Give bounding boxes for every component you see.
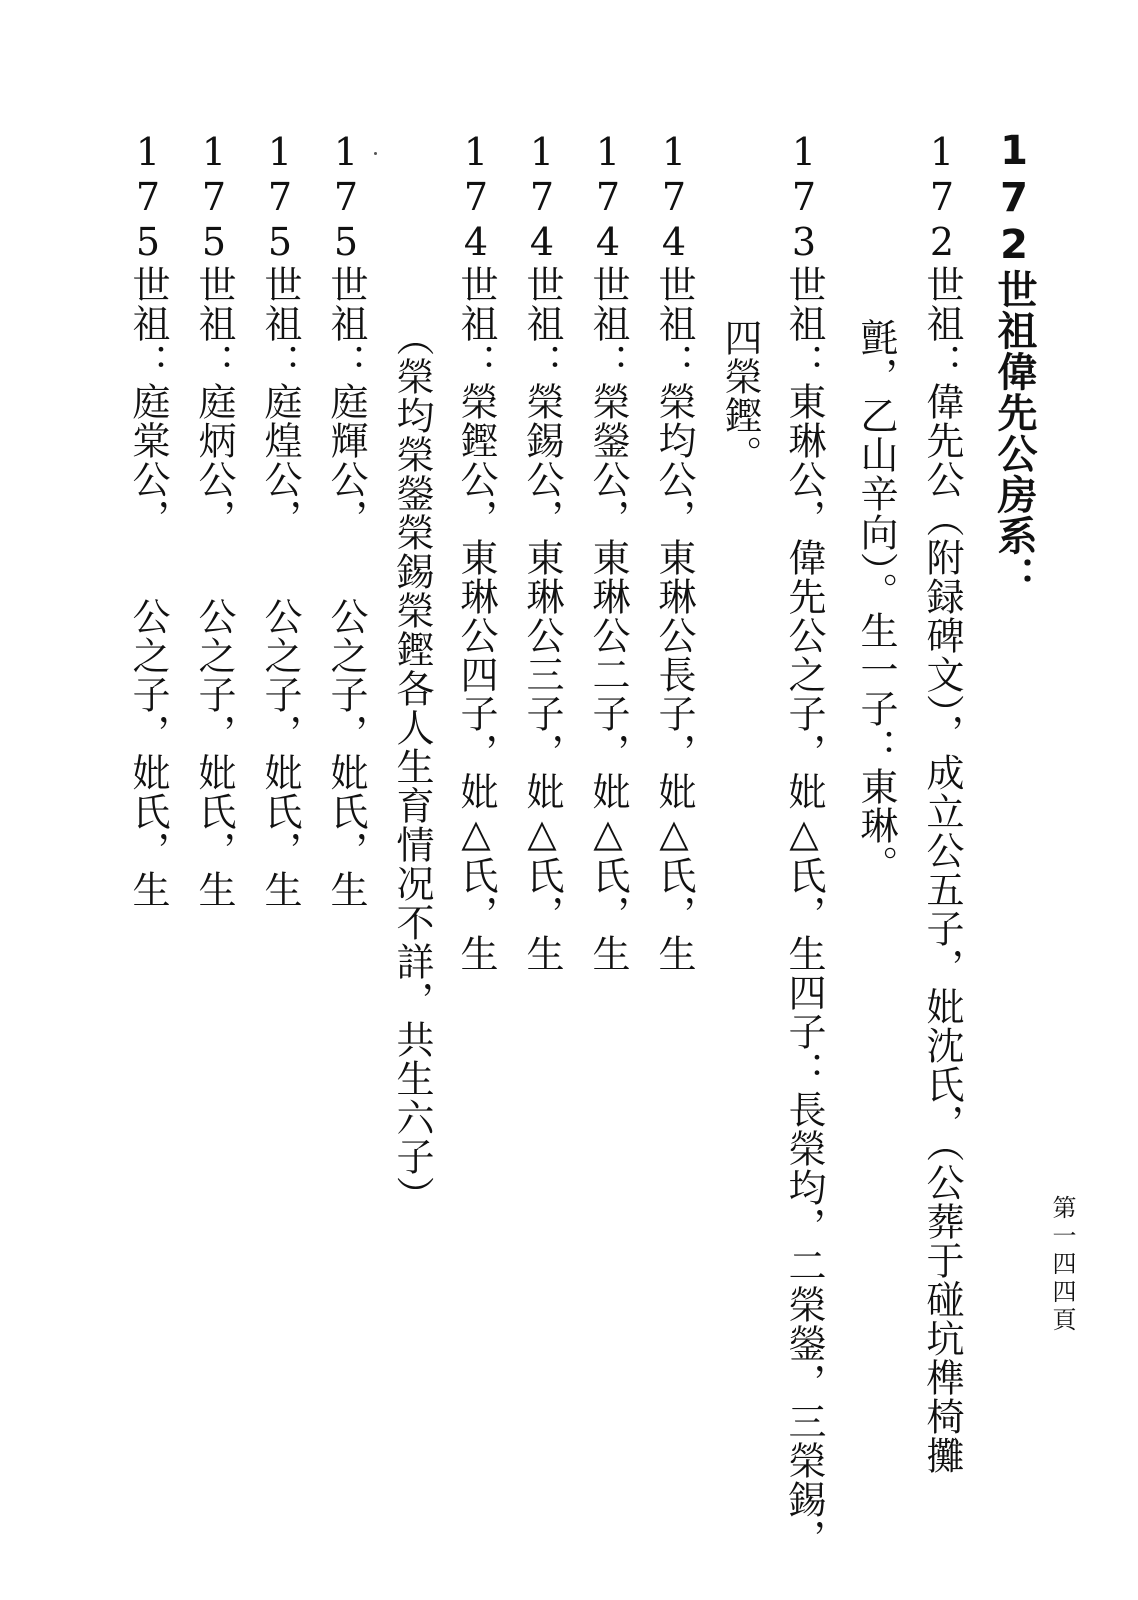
scan-speck <box>374 152 377 155</box>
page-number: 第一四四頁 <box>1048 1195 1076 1335</box>
note-six-sons: （榮均榮鎣榮錫榮鏗各人生育情况不詳，共生六子） <box>390 318 434 1215</box>
entry-172-continuation: 氈，乙山辛向）。生一子：東琳。 <box>854 318 898 884</box>
entry-173: 173世祖：東琳公，偉先公之子，妣△氏，生四子：長榮均，二榮鎣，三榮錫， <box>782 130 826 1558</box>
entry-172: 172世祖：偉先公（附録碑文），成立公五子，妣沈氏，（公葬于碰坑榫椅攤 <box>920 130 964 1475</box>
entry-174-rongjun: 174世祖：榮均公，東琳公長子，妣△氏，生 <box>652 130 696 973</box>
entry-173-continuation: 四榮鏗。 <box>718 318 762 474</box>
entry-175-tingtang: 175世祖：庭棠公， 公之子，妣氏，生 <box>126 130 170 909</box>
entry-174-rongying: 174世祖：榮鎣公，東琳公二子，妣△氏，生 <box>586 130 630 973</box>
entry-175-tingbing: 175世祖：庭炳公， 公之子，妣氏，生 <box>192 130 236 909</box>
entry-175-tinghui: 175世祖：庭輝公， 公之子，妣氏，生 <box>324 130 368 909</box>
entry-174-rongkeng: 174世祖：榮鏗公，東琳公四子，妣△氏，生 <box>454 130 498 973</box>
section-title: 172世祖偉先公房系： <box>991 128 1037 597</box>
entry-174-rongxi: 174世祖：榮錫公，東琳公三子，妣△氏，生 <box>520 130 564 973</box>
entry-175-tinghuang: 175世祖：庭煌公， 公之子，妣氏，生 <box>258 130 302 909</box>
